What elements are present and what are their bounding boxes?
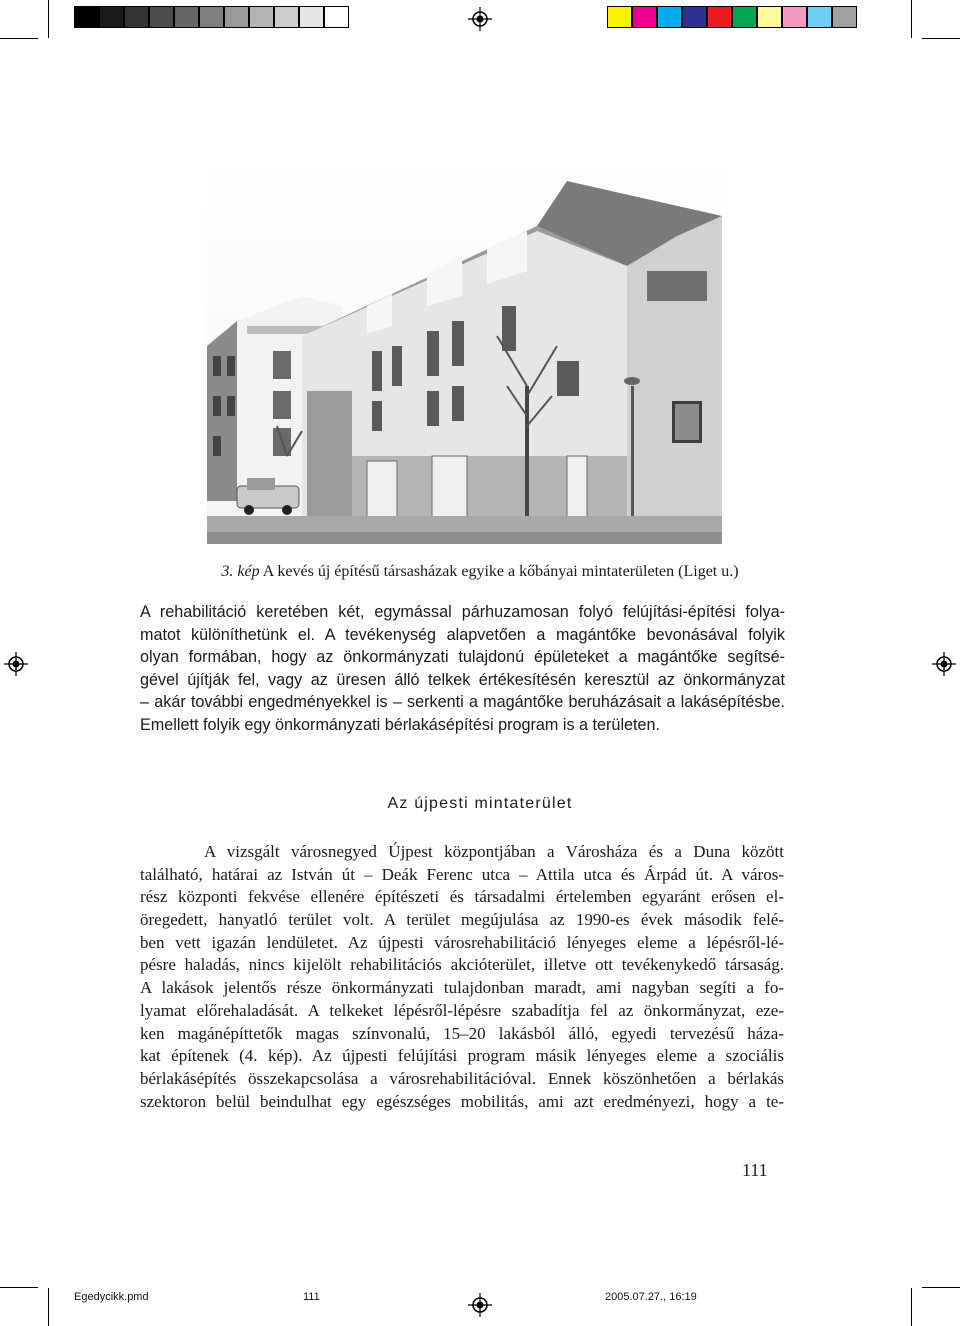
color-swatch <box>782 6 807 28</box>
text-line: A rehabilitáció keretében két, egymással párhuzamosan folyó felújítási-építési folya- <box>140 603 785 621</box>
color-swatch <box>124 6 149 28</box>
color-swatch <box>832 6 857 28</box>
color-swatch <box>757 6 782 28</box>
text-line: szektoron belül beindulhat egy egészséges mobilitás, ami azt eredményezi, hogy a te- <box>140 1091 784 1111</box>
color-swatch <box>74 6 99 28</box>
color-swatch <box>149 6 174 28</box>
color-swatch <box>174 6 199 28</box>
registration-mark-right-icon <box>932 652 956 676</box>
color-swatch <box>199 6 224 28</box>
paragraph-rehabilitation <box>140 601 785 737</box>
text-line: A vizsgált városnegyed Újpest központjában a Városháza és a Duna között <box>204 842 784 861</box>
text-line: rész központi fekvése ellenére építészeti és társadalmi értelemben egyaránt erősen el- <box>140 887 784 907</box>
paragraph-ujpest <box>140 841 784 1113</box>
text-line: található, határai az István út – Deák Ferenc utca – Attila utca és Árpád út. A város- <box>140 864 784 884</box>
footer-page: 111 <box>303 1291 320 1303</box>
color-swatch <box>249 6 274 28</box>
text-line: Emellett folyik egy önkormányzati bérlakásépítési program is a területen. <box>140 715 661 734</box>
color-swatch <box>299 6 324 28</box>
text-line: öregedett, hanyatló terület volt. A terület megújulása az 1990-es évek második felé- <box>140 910 784 930</box>
color-swatch <box>807 6 832 28</box>
text-line: pésre haladás, nincs kijelölt rehabilitációs akcióterület, illetve ott tevékenykedő társaság. <box>140 955 784 975</box>
text-line: gével újítják fel, vagy az üresen álló telkek értékesítésén keresztül az önkormányzat <box>140 670 785 689</box>
text-line: kat építenek (4. kép). Az újpesti felújítási program másik lényeges eleme a szociális <box>140 1046 784 1066</box>
photo-caption <box>0 563 960 581</box>
text-line: olyan formában, hogy az önkormányzati tulajdonú épületeket a magántőke segítsé- <box>140 648 785 667</box>
section-heading: Az újpesti mintaterület <box>387 795 573 812</box>
color-swatch <box>274 6 299 28</box>
footer-date: 2005.07.27., 16:19 <box>605 1291 697 1303</box>
building-photo <box>207 156 722 544</box>
color-swatch <box>224 6 249 28</box>
registration-mark-bottom-icon <box>468 1293 492 1317</box>
color-swatch <box>324 6 349 28</box>
text-line: ben vett igazán lendületet. Az újpesti városrehabilitáció lényeges eleme a lépésről-lé- <box>140 932 784 952</box>
registration-mark-top-icon <box>468 7 492 31</box>
text-line: lyamat előrehaladását. A telkeket lépésről-lépésre szabadítja fel az önkormányzat, eze- <box>140 1000 784 1020</box>
color-swatch <box>682 6 707 28</box>
page-number: 111 <box>742 1160 768 1180</box>
text-line: matot különíthetünk el. A tevékenység alapvetően a magántőke bevonásával folyik <box>140 625 785 644</box>
color-swatch <box>607 6 632 28</box>
registration-mark-left-icon <box>4 652 28 676</box>
footer-filename: Egedycikk.pmd <box>74 1291 149 1303</box>
caption-text: A kevés új építésű társasházak egyike a kőbányai mintaterületen (Liget u.) <box>259 563 739 580</box>
text-line: ken magánépíttetők magas színvonalú, 15–20 lakásból álló, egyedi tervezésű háza- <box>140 1023 784 1043</box>
text-line: bérlakásépítés összekapcsolása a városrehabilitációval. Ennek köszönhetően a bérlakás <box>140 1068 784 1088</box>
color-swatch <box>99 6 124 28</box>
text-line: – akár további engedményekkel is – serkenti a magántőke beruházásait a lakásépítésbe. <box>140 693 785 712</box>
color-swatch <box>657 6 682 28</box>
color-swatch <box>707 6 732 28</box>
color-swatch <box>632 6 657 28</box>
color-swatch <box>732 6 757 28</box>
caption-label: 3. kép <box>221 563 260 580</box>
text-line: A lakások jelentős része önkormányzati tulajdonban maradt, ami nagyban segíti a fo- <box>140 978 784 998</box>
